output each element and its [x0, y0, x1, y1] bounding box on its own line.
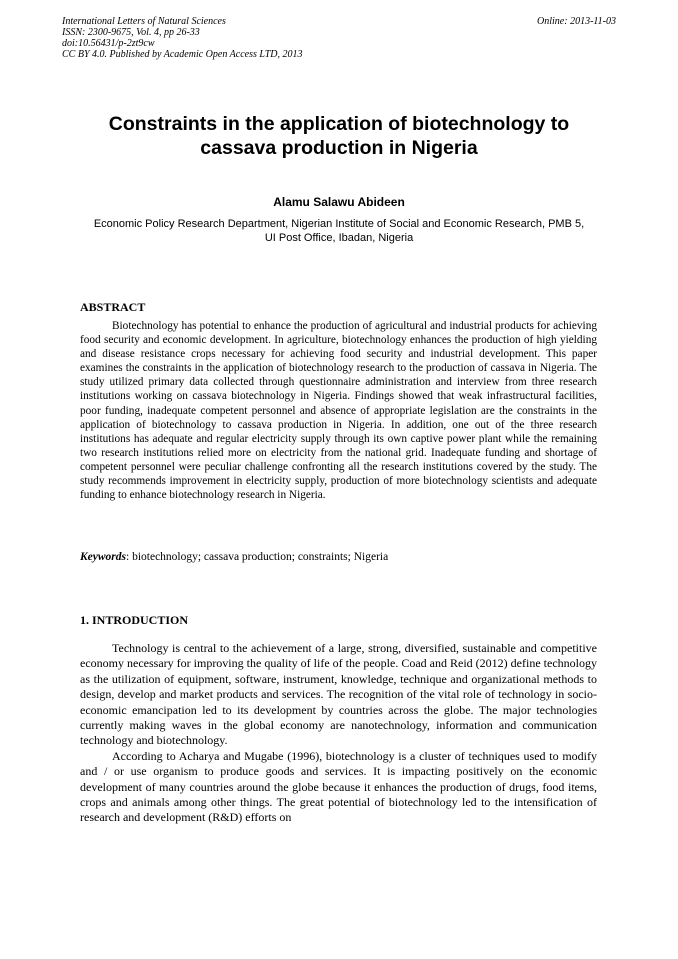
- author-affiliation: [70, 217, 608, 245]
- introduction-heading: 1. INTRODUCTION: [80, 613, 189, 627]
- license-line: CC BY 4.0. Published by Academic Open Access LTD, 2013: [62, 49, 303, 60]
- intro-paragraph-2: According to Acharya and Mugabe (1996), biotechnology is a cluster of techniques used to modify and / or use organism to produce goods and services. It is impacting positively on the economic development of many countries around the globe because it enhances the production of drugs, food items, crops and animals among other things. The great potential of biotechnology led to the intensification of research and development (R&D) efforts on: [80, 748, 597, 825]
- keywords-text: : biotechnology; cassava production; constraints; Nigeria: [126, 551, 389, 563]
- online-date: Online: 2013-11-03: [537, 16, 616, 27]
- title-line-2: cassava production in Nigeria: [200, 137, 478, 159]
- paper-title: [62, 112, 616, 160]
- keywords-label: Keywords: [80, 551, 126, 563]
- doi-line: doi:10.56431/p-2zt9cw: [62, 38, 155, 49]
- journal-name: International Letters of Natural Sciences: [62, 16, 226, 27]
- introduction-body: [80, 641, 597, 826]
- page-header: [62, 16, 616, 60]
- title-line-1: Constraints in the application of biotechnology to: [108, 113, 570, 135]
- abstract-heading: ABSTRACT: [80, 300, 146, 314]
- affiliation-line-2: UI Post Office, Ibadan, Nigeria: [264, 232, 414, 244]
- affiliation-line-1: Economic Policy Research Department, Nigerian Institute of Social and Economic Research, PMB 5,: [93, 218, 585, 230]
- intro-paragraph-1: Technology is central to the achievement of a large, strong, diversified, sustainable and competitive economy necessary for improving the quality of life of the people. Coad and Reid (2012) define technology as the utilization of equipment, software, instrument, knowledge, technique and organizational methods to design, develop and market products and services. The recognition of the vital role of technology in socio-economic emancipation led to its development by countries across the globe. The major technologies currently making waves in the global economy are nanotechnology, information and communication technology and biotechnology.: [80, 641, 597, 748]
- abstract-text: Biotechnology has potential to enhance the production of agricultural and industrial products for achieving food security and economic development. In agriculture, biotechnology enhances the production of high yielding and disease resistance crops necessary for achieving food security and industrial development. This paper examines the constraints in the application of biotechnology research to the production of cassava in Nigeria. The study utilized primary data collected through questionnaire administration and interview from three research institutions working on cassava biotechnology in Nigeria. Findings showed that weak infrastructural facilities, poor funding, inadequate competent personnel and absence of appropriate legislation are the constraints in the application of biotechnology to cassava production in Nigeria. In addition, one out of the three research institutions has adequate and regular electricity supply through its own captive power plant while the remaining two research institutions relied more on electricity from the national grid. Inadequate funding and shortage of competent personnel were peculiar challenge confronting all the research institutions covered by the study. The study recommends improvement in electricity supply, production of more biotechnology scientists and adequate funding to enhance biotechnology research in Nigeria.: [80, 320, 597, 502]
- issn-line: ISSN: 2300-9675, Vol. 4, pp 26-33: [62, 27, 200, 38]
- keywords: [80, 551, 597, 563]
- author-name: Alamu Salawu Abideen: [273, 195, 405, 209]
